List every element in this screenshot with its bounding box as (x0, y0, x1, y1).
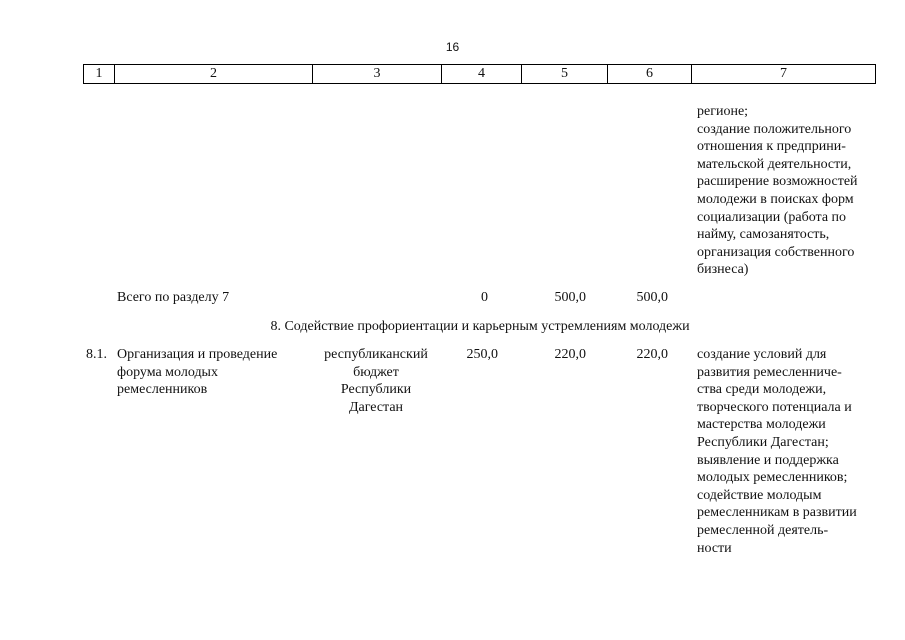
result-line: ремесленникам в развитии (697, 505, 857, 521)
result-line: регионе; (697, 104, 749, 119)
funding-source-line: республиканский (324, 347, 428, 362)
result-line: содействие молодым (697, 487, 822, 503)
funding-source-line: Республики (340, 382, 412, 398)
result-line: развития ремесленниче- (697, 364, 842, 380)
column-number-3: 3 (313, 65, 442, 83)
funding-source-line: Дагестан (348, 399, 404, 415)
row-name-line: Организация и проведение (117, 347, 278, 362)
column-number-6: 6 (608, 65, 692, 83)
continuation-result-text (697, 103, 873, 279)
row-col5: 220,0 (554, 347, 586, 362)
result-line: творческого потенциала и (697, 399, 852, 415)
row-name (117, 346, 277, 399)
result-line: ства среди молодежи, (697, 382, 827, 398)
result-line: расширение возможностей (697, 174, 858, 190)
row-result-text (697, 346, 873, 557)
result-line: организация собственного (697, 244, 855, 260)
result-line: социализации (работа по (697, 209, 847, 225)
result-line: создание положительного (697, 121, 852, 137)
section-heading: 8. Содействие профориентации и карьерным устремлениям молодежи (270, 319, 690, 334)
section-total-col6: 500,0 (636, 290, 668, 305)
column-number-2: 2 (115, 65, 313, 83)
row-name-line: ремесленников (117, 382, 208, 398)
result-line: мастерства молодежи (697, 417, 826, 433)
column-number-7: 7 (780, 66, 787, 81)
result-line: мательской деятельности, (697, 156, 852, 172)
result-line: найму, самозанятость, (697, 227, 830, 243)
row-name-line: форума молодых (117, 364, 218, 380)
column-number-4: 4 (442, 65, 522, 83)
column-number-5: 5 (522, 65, 608, 83)
funding-source-line: бюджет (353, 364, 399, 380)
result-line: ремесленной деятель- (697, 522, 829, 538)
section-total-label: Всего по разделу 7 (117, 290, 230, 305)
row-funding-source (312, 346, 440, 416)
section-total-col4: 0 (481, 290, 488, 305)
result-line: создание условий для (697, 347, 827, 362)
row-col6: 220,0 (636, 347, 668, 362)
table-header-row (83, 64, 876, 84)
column-number-1: 1 (84, 65, 115, 83)
result-line: молодежи в поисках форм (697, 191, 854, 207)
row-col4: 250,0 (466, 347, 498, 362)
result-line: выявление и поддержка (697, 452, 839, 468)
result-line: отношения к предприни- (697, 139, 846, 155)
result-line: Республики Дагестан; (697, 434, 829, 450)
page-number: 16 (445, 40, 460, 54)
section-total-col5: 500,0 (554, 290, 586, 305)
row-number: 8.1. (86, 347, 107, 362)
result-line: ности (697, 540, 732, 556)
result-line: бизнеса) (697, 262, 749, 278)
result-line: молодых ремесленников; (697, 470, 848, 486)
